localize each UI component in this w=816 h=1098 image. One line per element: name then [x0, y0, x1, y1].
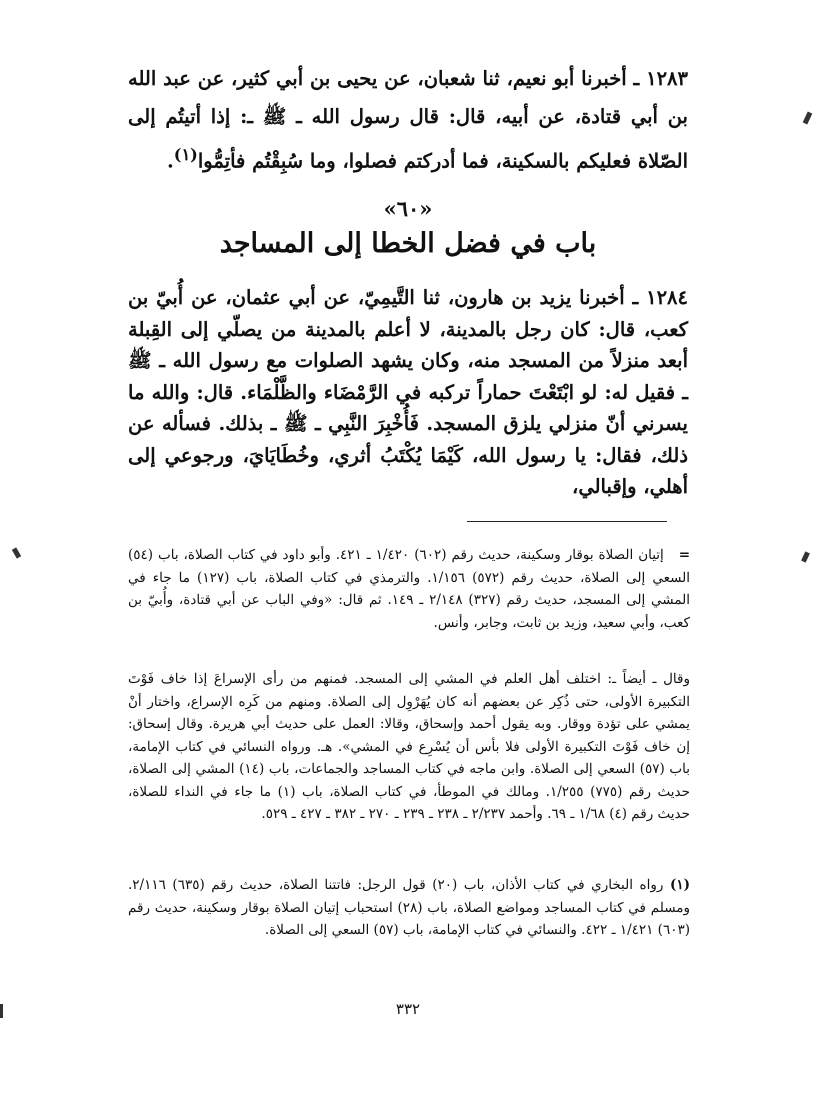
- footnote-3-text: رواه البخاري في كتاب الأذان، باب (٢٠) قول الرجل: فاتتنا الصلاة، حديث رقم (٦٣٥) ٢/١١٦. ومسلم في كتاب المساجد ومواضع الصلاة، باب (٢٨) استحباب إتيان الصلاة بوقار وسكينة، حديث رقم (٦٠٣) ١/٤٢١ ـ ٤٢٢. والنسائي في كتاب الإمامة، باب (٥٧) السعي إلى الصلاة.: [128, 877, 690, 938]
- scan-edge-mark: [12, 547, 21, 558]
- chapter-title: باب في فضل الخطا إلى المساجد: [219, 228, 597, 259]
- hadith-1284: [128, 282, 688, 503]
- footnote-1-paragraph: [128, 544, 690, 634]
- footnote-1: [128, 874, 690, 942]
- footnote-2-text: وقال ـ أيضاً ـ: اختلف أهل العلم في المشي إلى المسجد. فمنهم من رأى الإسراعَ إذا خاف فَوْتَ التكبيرة الأولى، حتى ذُكِر عن بعضهم أنه كان يُهَرْوِل إلى الصلاة. ومنهم من كَرِه الإسراع، واختار أنْ يمشي على تؤدة ووقار. وبه يقول أحمد وإسحاق، وقالا: العمل على حديث أبي هريرة. وقال إسحاق: إن خاف فَوْتَ التكبيرة الأولى فلا بأس أن يُسْرِع في المشي». هـ. ورواه النسائي في كتاب الإمامة، باب (٥٧) السعي إلى الصلاة. وابن ماجه في كتاب المساجد والجماعات، باب (١٤) المشي إلى الصلاة، حديث رقم (٧٧٥) ١/٢٥٥. ومالك في الموطأ، في كتاب الصلاة، باب (١) ما جاء في النداء للصلاة، حديث رقم (٤) ١/٦٨ ـ ٦٩. وأحمد ٢/٢٣٧ ـ ٢٣٨ ـ ٢٣٩ ـ ٢٧٠ ـ ٣٨٢ ـ ٤٢٧ ـ ٥٢٩.: [128, 671, 691, 822]
- continuation-marker: =: [678, 547, 690, 563]
- hadith-1284-text: ١٢٨٤ ـ أخبرنا يزيد بن هارون، ثنا التَّيمِيّ، عن أبي عثمان، عن أُبيّ بن كعب، قال: كان رجل بالمدينة، لا أعلم بالمدينة من يصلّي إلى القِبلة أبعد منزلاً من المسجد منه، وكان يشهد الصلوات مع رسول الله ـ ﷺ ـ فقيل له: لو ابْتَعْتَ حماراً تركبه في الرَّمْضَاء والظَّلْمَاء. قال: والله ما يسرني أنّ منزلي يلزق المسجد. فَأُخْبِرَ النَّبِي ـ ﷺ ـ بذلك. فسأله عن ذلك، فقال: يا رسول الله، كَيْمَا يُكْتَبُ أثري، وخُطَايَايَ، ورجوعي إلى أهلي، وإقبالي،: [128, 286, 688, 498]
- footnote-divider: [467, 521, 667, 522]
- footnote-continuation: [128, 544, 690, 634]
- footnote-1-text: إتيان الصلاة بوقار وسكينة، حديث رقم (٦٠٢) ١/٤٢٠ ـ ٤٢١. وأبو داود في كتاب الصلاة، باب (٥٤) السعي إلى الصلاة، حديث رقم (٥٧٢) ١/١٥٦. والترمذي في كتاب الصلاة، باب (١٢٧) ما جاء في المشي إلى المسجد، حديث رقم (٣٢٧) ٢/١٤٨ ـ ١٤٩. ثم قال: «وفي الباب عن أبي قتادة، وأُبيّ بن كعب، وأبي سعيد، وزيد بن ثابت، وجابر، وأنس.: [128, 547, 691, 631]
- scan-edge-mark: [803, 112, 813, 125]
- scan-edge-mark: [801, 551, 810, 562]
- hadith-1283-paragraph: [128, 60, 688, 181]
- page-number: ٣٣٢: [395, 1000, 421, 1018]
- footnote-reference: (١): [173, 145, 198, 164]
- scan-edge-mark: [0, 1004, 3, 1018]
- hadith-1283-text: ١٢٨٣ ـ أخبرنا أبو نعيم، ثنا شعبان، عن يحيى بن أبي كثير، عن عبد الله بن أبي قتادة، عن أبيه، قال: قال رسول الله ـ ﷺ ـ: إذا أتيتُم إلى الصّلاة فعليكم بالسكينة، فما أدركتم فصلوا، وما سُبِقْتُم فأتِمُّوا: [128, 67, 688, 173]
- hadith-1283: [128, 60, 688, 181]
- footnote-continuation-2: [128, 668, 690, 826]
- footnote-3-paragraph: [128, 874, 690, 942]
- chapter-number: «٦٠»: [383, 196, 433, 221]
- hadith-1283-end: .: [166, 149, 174, 173]
- footnote-marker: (١): [669, 877, 690, 893]
